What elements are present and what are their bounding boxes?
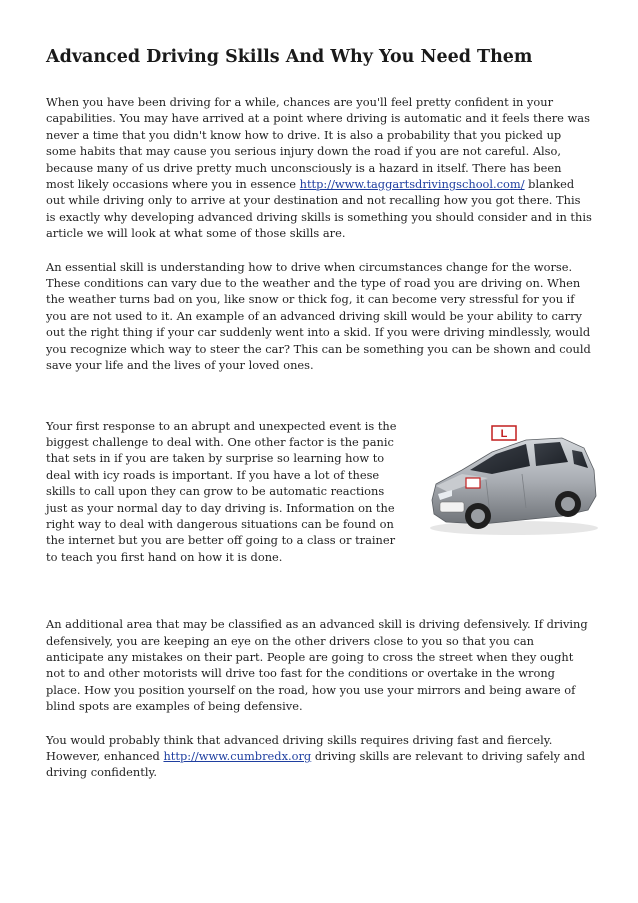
paragraph-text: Your first response to an abrupt and unexpected event is the biggest challenge to deal with. One other factor is the panic that sets in if you are taken by surprise so learning how to deal with icy roads is important. If you have a lot of these skills to call upon they can grow to be automatic reactions just as your normal day to day driving is. Information on the right way to deal with dangerous situations can be found on the internet but you are better off going to a class or trainer to teach you first hand on how it is done. — [46, 418, 397, 564]
cumbredx-link[interactable]: http://www.cumbredx.org — [163, 749, 312, 763]
paragraph-conditions: An essential skill is understanding how to drive when circumstances change for the worse. These conditions can vary due to the weather and the type of road you are driving on. When the weather turns bad on you, like snow or thick fog, it can become very stressful for you if you are not used to it. An example of an advanced driving skill would be your ability to carry out the right thing if your car suddenly went into a skid. If you were driving mindlessly, would you recognize which way to steer the car? This can be something you can be shown and could save your life and the lives of your loved ones. — [46, 259, 591, 373]
l-plate-sign: L — [500, 427, 508, 440]
paragraph-defensive: An additional area that may be classified as an advanced skill is driving defensively. If driving defensively, you are keeping an eye on the other drivers close to you so that you can anticipate any mistakes on their part. People are going to cross the street when they ought not to and other motorists will drive too fast for the conditions or overtake in the wrong place. How you position yourself on the road, how you use your mirrors and being aware of blind spots are examples of being defensive. — [46, 617, 588, 714]
paragraph-text: You would probably think that advanced driving skills requires driving fast and fiercely. However, enhanced — [46, 732, 553, 763]
paragraph-intro — [46, 94, 592, 242]
paragraph-text: When you have been driving for a while, chances are you'll feel pretty confident in your capabilities. You may have arrived at a point where driving is automatic and it feels there was never a time that you didn't know how to drive. It is also a probability that you picked up some habits that may cause you serious injury down the road if you are not careful. Also, because many of us drive pretty much unconsciously is a hazard in itself. There has been most likely occasions where you in essence — [46, 95, 590, 192]
paragraph-response — [46, 418, 592, 566]
paragraph-text: driving skills are relevant to driving safely and driving confidently. — [46, 749, 586, 780]
article-title: Advanced Driving Skills And Why You Need Them — [46, 47, 533, 67]
paragraph-conclusion — [46, 732, 592, 781]
article — [46, 44, 592, 798]
paragraph-text: blanked out while driving only to arrive at your destination and not recalling how you got there. This is exactly why developing advanced driving skills is something you should consider and in this article we will look at what some of those skills are. — [46, 177, 592, 241]
learner-car-image — [422, 418, 602, 540]
driving-school-link[interactable]: http://www.taggartsdrivingschool.com/ — [299, 177, 525, 192]
